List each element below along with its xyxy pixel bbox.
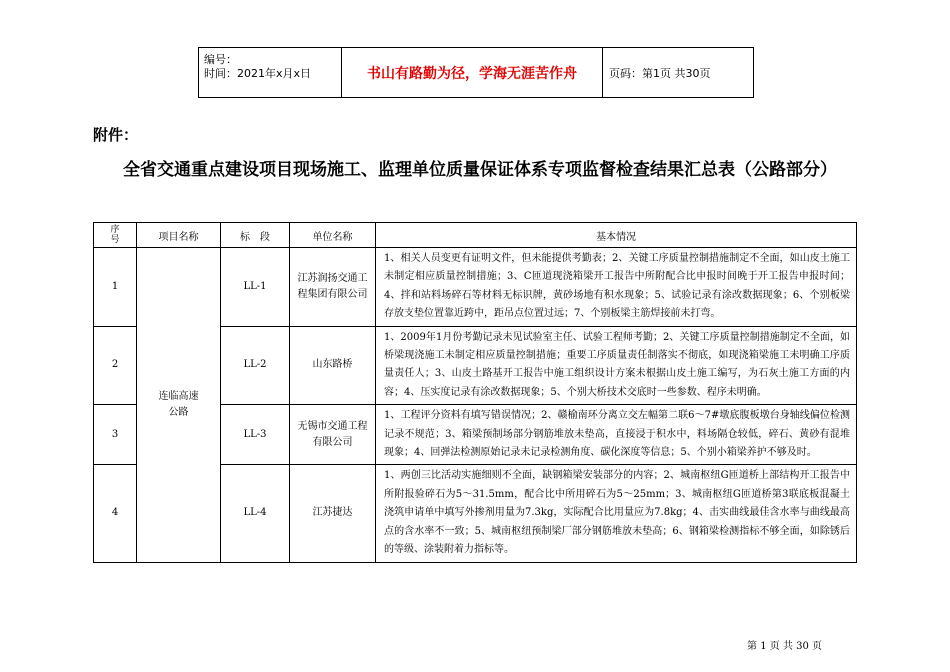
row-section: LL-3 — [221, 405, 290, 465]
doc-number: 编号： — [204, 53, 237, 66]
page-footer: 第 1 页 共 30 页 — [747, 641, 822, 652]
project-name-cell: 连临高速公路 — [137, 248, 221, 563]
row-seq: 2 — [94, 326, 137, 405]
attachment-label: 附件： — [93, 126, 139, 144]
motto: 书山有路勤为径，学海无涯苦作舟 — [342, 48, 603, 97]
row-situation: 1、两创三比活动实施细则不全面，缺钢箱梁安装部分的内容；2、城南枢纽G匝道桥上部结构开工报告中所附报验碎石为5～31.5mm，配合比中所用碎石为5～25mm；3、城南枢纽G匝道桥第3联底板混凝土浇筑申请单中填写外掺剂用量为7.3kg，实际配合比用量应为7.8kg；4、击实曲线最佳含水率与曲线最高点的含水率不一致；5、城南枢纽预制梁厂部分钢筋堆放未垫高；6、钢箱梁检测指标不够全面，如除锈后的等级、涂装附着力指标等。 — [376, 465, 857, 562]
row-seq: 3 — [94, 405, 137, 465]
row-section: LL-2 — [221, 326, 290, 405]
header-unit: 单位名称 — [290, 223, 376, 248]
row-seq: 1 — [94, 248, 137, 327]
table-header-row — [94, 223, 857, 248]
row-situation: 1、2009年1月份考勤记录未见试验室主任、试验工程师考勤；2、关键工序质量控制措施制定不全面，如桥梁现浇施工未制定相应质量控制措施；重要工序质量责任制落实不彻底，如现浇箱梁施工未明确工序质量责任人；3、山皮土路基开工报告中施工组织设计方案未根据山皮土施工编写，为石灰土施工方面的内容；4、压实度记录有涂改数据现象；5、个别大桥技术交底时一些参数、程序未明确。 — [376, 326, 857, 405]
row-unit: 江苏润扬交通工程集团有限公司 — [290, 248, 376, 327]
row-situation: 1、相关人员变更有证明文件，但未能提供考勤表；2、关键工序质量控制措施制定不全面，如山皮土施工未制定相应质量控制措施；3、C匝道现浇箱梁开工报告中所附配合比申报时间晚于开工报告申报时间；4、拌和站料场碎石等材料无标识牌，黄砂场地有积水现象；5、试验记录有涂改数据现象；6、个别板梁存放支垫位置靠近跨中，距吊点位置过远；7、个别板梁主筋焊接前未打弯。 — [376, 248, 857, 327]
header-section: 标 段 — [221, 223, 290, 248]
row-situation: 1、工程评分资料有填写错误情况；2、赣榆南环分离立交左幅第二联6～7#墩底腹板墩台身轴线偏位检测记录不规范；3、箱梁预制场部分钢筋堆放未垫高，直接浸于积水中，料场隔仓较低，碎石、黄砂有混堆现象；4、回弹法检测原始记录未记录检测角度、碳化深度等信息；5、个别小箱梁养护不够及时。 — [376, 405, 857, 465]
row-seq: 4 — [94, 465, 137, 562]
row-unit: 山东路桥 — [290, 326, 376, 405]
header-meta — [199, 48, 342, 97]
header-situation: 基本情况 — [376, 223, 857, 248]
document-header — [198, 47, 754, 98]
header-project: 项目名称 — [137, 223, 221, 248]
doc-time: 时间：2021年x月x日 — [204, 67, 312, 80]
page-title: 全省交通重点建设项目现场施工、监理单位质量保证体系专项监督检查结果汇总表（公路部分） — [123, 160, 837, 180]
header-seq: 序号 — [94, 223, 137, 248]
table-row — [94, 248, 857, 327]
results-table — [93, 222, 857, 563]
page-indicator: 页码：第1页 共30页 — [609, 66, 711, 80]
row-unit: 江苏捷达 — [290, 465, 376, 562]
row-section: LL-1 — [221, 248, 290, 327]
row-section: LL-4 — [221, 465, 290, 562]
row-unit: 无锡市交通工程有限公司 — [290, 405, 376, 465]
